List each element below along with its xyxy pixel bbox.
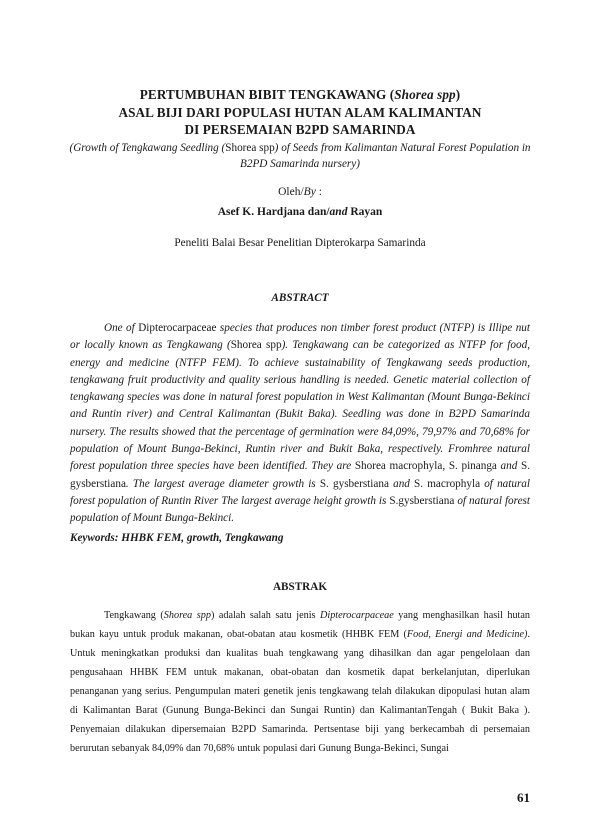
abstrak-fem: Food, Energi and Medicine)	[406, 629, 528, 640]
abstrak-family: Dipterocarpaceae	[320, 610, 394, 621]
abstract-text: ,	[442, 460, 449, 473]
abstract-text: species that produces non timber forest product (NTFP) is Illipe nut or locally known as Tengkawang (	[70, 322, 530, 352]
and-text: and	[329, 206, 348, 218]
authors	[0, 206, 600, 218]
keywords: Keywords: HHBK FEM, growth, Tengkawang	[70, 532, 284, 544]
byline-colon: :	[315, 186, 322, 198]
title-species: Shorea spp	[394, 87, 456, 102]
abstract-family: Dipterocarpaceae	[138, 322, 217, 334]
subtitle-part-c: ) of Seeds from Kalimantan Natural Forest Population in B2PD Samarinda nursery)	[240, 142, 531, 170]
abstract-species: Shorea macrophyla	[354, 460, 443, 473]
abstrak-text: ) adalah salah satu jenis	[210, 610, 320, 621]
abstract-species: S. gysberstiana	[319, 477, 389, 490]
abstract-species: S. gysberstiana	[70, 460, 531, 490]
abstract-body	[70, 320, 530, 528]
abstract-species: S. macrophyla	[414, 477, 481, 490]
english-subtitle	[60, 140, 540, 172]
title-paren: )	[455, 87, 461, 102]
subtitle-part-a: (Growth of Tengkawang Seedling (	[69, 142, 226, 154]
abstract-text: and	[496, 460, 521, 473]
by-text: By	[303, 186, 316, 198]
abstrak-text: . Untuk meningkatkan produksi dan kualitas buah tengkawang yang dihasilkan dan agar pengelolaan dan pengusahaan HHBK FEM untuk makanan, obat-obatan dan kosmetik dapat berkelanjutan, diperlukan penanganan yang serius. Pengumpulan materi genetik jenis tengkawang telah dilakukan dipopulasi hutan alam di Kalimantan Barat (Gunung Bunga-Bekinci dan Sungai Runtin) dan KalimantanTengah ( Bukit Baka ). Penyemaian dilakukan dipersemaian B2PD Samarinda. Pertsentase biji yang berkecambah di persemaian berurutan sebanyak 84,09% dan 70,68% untuk populasi dari Gunung Bunga-Bekinci, Sungai	[70, 629, 530, 754]
title-line-3: DI PERSEMAIAN B2PD SAMARINDA	[184, 122, 416, 137]
abstrak-paragraph	[70, 606, 530, 758]
abstrak-text: Tengkawang (	[104, 610, 164, 621]
author-2: Rayan	[347, 206, 383, 218]
title-line-2: ASAL BIJI DARI POPULASI HUTAN ALAM KALIMANTAN	[118, 104, 482, 120]
abstrak-text: yang menghasilkan hasil hutan bukan kayu untuk produk makanan, obat-obatan atau kosmetik (HHBK FEM (	[70, 610, 531, 640]
abstract-text: of natural forest population of Runtin River The largest average height growth is	[70, 477, 531, 507]
affiliation: Peneliti Balai Besar Penelitian Dipterokarpa Samarinda	[174, 237, 426, 249]
abstrak-body	[70, 606, 530, 758]
author-1: Asef K. Hardjana dan/	[217, 206, 330, 218]
abstract-text: and	[388, 477, 415, 490]
abstract-text: ). Tengkawang can be categorized as NTFP for food, energy and medicine (NTFP FEM). To achieve sustainability of Tengkawang seeds production, tengkawang fruit productivity and quality serious handling is needed. Genetic material collection of tengkawang species was done in natural forest population in West Kalimantan (Mount Bunga-Bekinci and Runtin river) and Central Kalimantan (Bukit Baka). Seedling was done in B2PD Samarinda nursery. The results showed that the percentage of germination were 84,09%, 79,97% and 70,68% for population of Mount Bunga-Bekinci, Runtin river and Bukit Baka, respectively. Fromhree natural forest population three species have been identified. They are	[70, 339, 530, 473]
paper-title	[60, 86, 540, 139]
oleh-text: Oleh/	[278, 186, 304, 198]
title-line-1	[60, 86, 540, 104]
abstract-species: Shorea spp	[230, 339, 282, 352]
abstract-paragraph	[70, 320, 530, 528]
page-number: 61	[517, 790, 530, 805]
title-line-1-text: PERTUMBUHAN BIBIT TENGKAWANG (	[139, 87, 395, 102]
abstract-species: S.gysberstiana	[389, 494, 455, 507]
abstrak-heading: ABSTRAK	[272, 581, 328, 593]
subtitle-species: Shorea spp	[225, 142, 275, 154]
abstract-text: of natural forest population of Mount Bunga-Bekinci.	[70, 494, 531, 525]
abstract-heading: ABSTRACT	[271, 292, 329, 304]
abstract-text: . The largest average diameter growth is	[125, 477, 320, 490]
byline-label	[0, 186, 600, 198]
abstract-text: One of	[104, 322, 139, 334]
abstrak-species: Shorea spp	[163, 610, 211, 621]
abstract-species: S. pinanga	[448, 460, 497, 473]
